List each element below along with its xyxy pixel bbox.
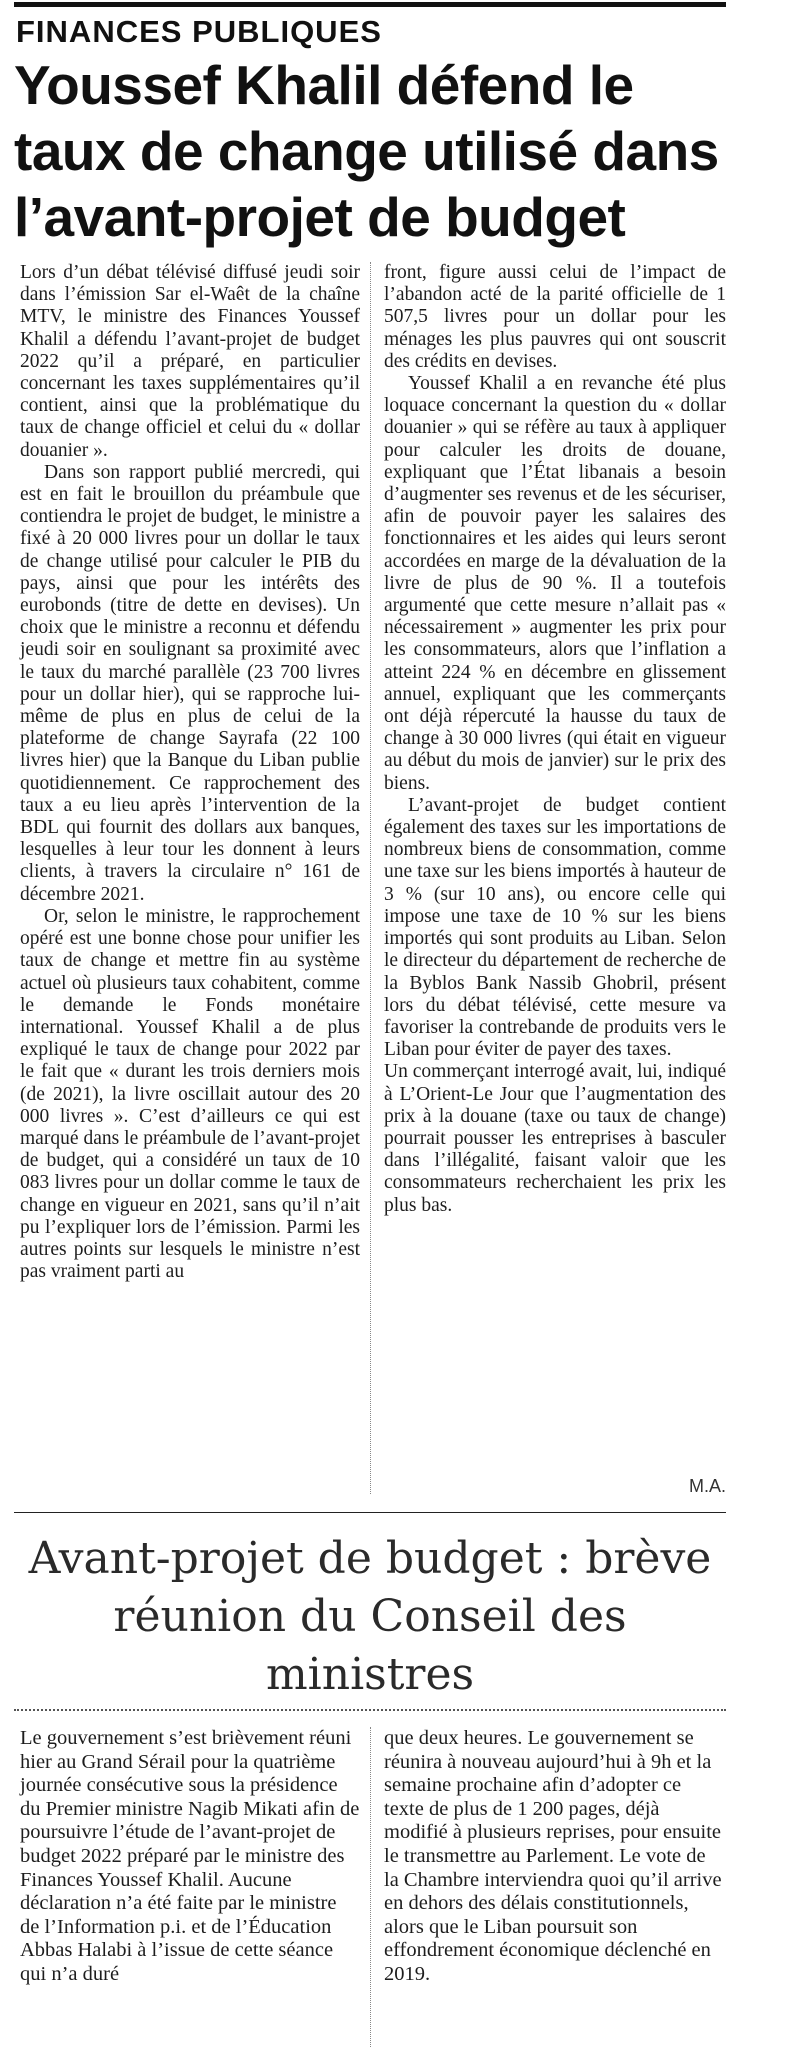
paragraph: Or, selon le ministre, le rapprochement opéré est une bonne chose pour unifier les taux de change et mettre fin au système actuel où plusieurs taux cohabitent, comme le demande le Fonds monétaire international. Youssef Khalil a de plus expliqué le taux de change pour 2022 par le fait que « durant les trois derniers mois (de 2021), la livre oscillait autour des 20 000 livres ». C’est d’ailleurs ce qui est marqué dans le préambule de l’avant-projet de budget, qui a considéré un taux de 10 083 livres pour un dollar comme le taux de change en vigueur en 2021, sans qu’il n’ait pu l’expliquer lors de l’émission. Parmi les autres points sur lesquels le ministre n’est pas vraiment parti au [20, 905, 360, 1283]
paragraph: front, figure aussi celui de l’impact de l’abandon acté de la parité officielle de 1 507,5 livres pour un dollar pour les ménages les plus pauvres qui ont souscrit des crédits en devises. [384, 262, 726, 372]
paragraph: que deux heures. Le gouvernement se réunira à nouveau aujourd’hui à 9h et la semaine prochaine afin d’adopter ce texte de plus de 1 200 pages, déjà modifié à plusieurs reprises, pour ensuite le transmettre au Parlement. Le vote de la Chambre interviendra quoi qu’il arrive en dehors des délais constitutionnels, alors que le Liban poursuit son effondrement économique déclenché en 2019. [384, 1727, 722, 1985]
second-article-column-left [20, 1727, 360, 1987]
paragraph: Un commerçant interrogé avait, lui, indiqué à L’Orient-Le Jour que l’augmentation des prix à la douane (taxe ou taux de change) pourrait pousser les entreprises à basculer dans l’illégalité, faisant valoir que les consommateurs recherchaient les prix les plus bas. [384, 1061, 726, 1216]
paragraph: Le gouvernement s’est brièvement réuni hier au Grand Sérail pour la quatrième journée consécutive sous la présidence du Premier ministre Nagib Mikati afin de poursuivre l’étude de l’avant-projet de budget 2022 préparé par le ministre des Finances Youssef Khalil. Aucune déclaration n’a été faite par le ministre de l’Information p.i. et de l’Éducation Abbas Halabi à l’issue de cette séance qui n’a duré [20, 1727, 360, 1985]
second-article-column-right [384, 1727, 724, 1987]
article-headline: Youssef Khalil défend le taux de change utilisé dans l’avant-projet de budget [14, 54, 719, 248]
article-separator-rule [14, 1512, 726, 1513]
second-article-headline: Avant-projet de budget : brève réunion du Conseil des ministres [28, 1533, 712, 1700]
column-divider [370, 1727, 371, 2047]
author-signature: M.A. [688, 1476, 726, 1496]
dotted-separator [14, 1709, 726, 1711]
paragraph: Youssef Khalil a en revanche été plus loquace concernant la question du « dollar douanier » qui se réfère au taux à appliquer pour calculer les droits de douane, expliquant que l’État libanais a besoin d’augmenter ses revenus et de les sécuriser, afin de pouvoir payer les salaires des fonctionnaires et les aides qui leurs seront accordées en marge de la dévaluation de la livre de plus de 90 %. Il a toutefois argumenté que cette mesure n’allait pas « nécessairement » augmenter les prix pour les consommateurs, alors que l’inflation a atteint 224 % en décembre en glissement annuel, expliquant que les commerçants ont déjà répercuté la hausse du taux de change à 30 000 livres (qui était en vigueur au début du mois de janvier) sur le prix des biens. [384, 373, 726, 794]
article-column-left [20, 262, 360, 1283]
section-kicker: FINANCES PUBLIQUES [16, 14, 382, 49]
paragraph: Lors d’un débat télévisé diffusé jeudi soir dans l’émission Sar el-Waêt de la chaîne MTV, le ministre des Finances Youssef Khalil a défendu l’avant-projet de budget 2022 qu’il a préparé, en particulier concernant les taxes supplémentaires qu’il contient, ainsi que la problématique du taux de change officiel et celui du « dollar douanier ». [20, 262, 360, 461]
column-divider [370, 262, 371, 1494]
paragraph: L’avant-projet de budget contient également des taxes sur les importations de nombreux biens de consommation, comme une taxe sur les biens importés à hauteur de 3 % (sur 10 ans), ou encore celle qui impose une taxe de 10 % sur les biens importés qui sont produits au Liban. Selon le directeur du département de recherche de la Byblos Bank Nassib Ghobril, présent lors du débat télévisé, cette mesure va favoriser la contrebande de produits vers le Liban pour éviter de payer des taxes. [384, 794, 726, 1061]
paragraph: Dans son rapport publié mercredi, qui est en fait le brouillon du préambule que contiendra le projet de budget, le ministre a fixé à 20 000 livres pour un dollar le taux de change utilisé pour calculer le PIB du pays, ainsi que pour les intérêts des eurobonds (titre de dette en devises). Un choix que le ministre a reconnu et défendu jeudi soir en soulignant sa proximité avec le taux du marché parallèle (23 700 livres pour un dollar hier), qui se rapproche lui-même de plus en plus de celui de la plateforme de change Sayrafa (22 100 livres hier) que la Banque du Liban publie quotidiennement. Ce rapprochement des taux a eu lieu après l’intervention de la BDL qui fournit des dollars aux banques, lesquelles à leur tour les donnent à leurs clients, à travers la circulaire n° 161 de décembre 2021. [20, 461, 360, 905]
top-rule [14, 2, 726, 7]
article-column-right [384, 262, 726, 1217]
